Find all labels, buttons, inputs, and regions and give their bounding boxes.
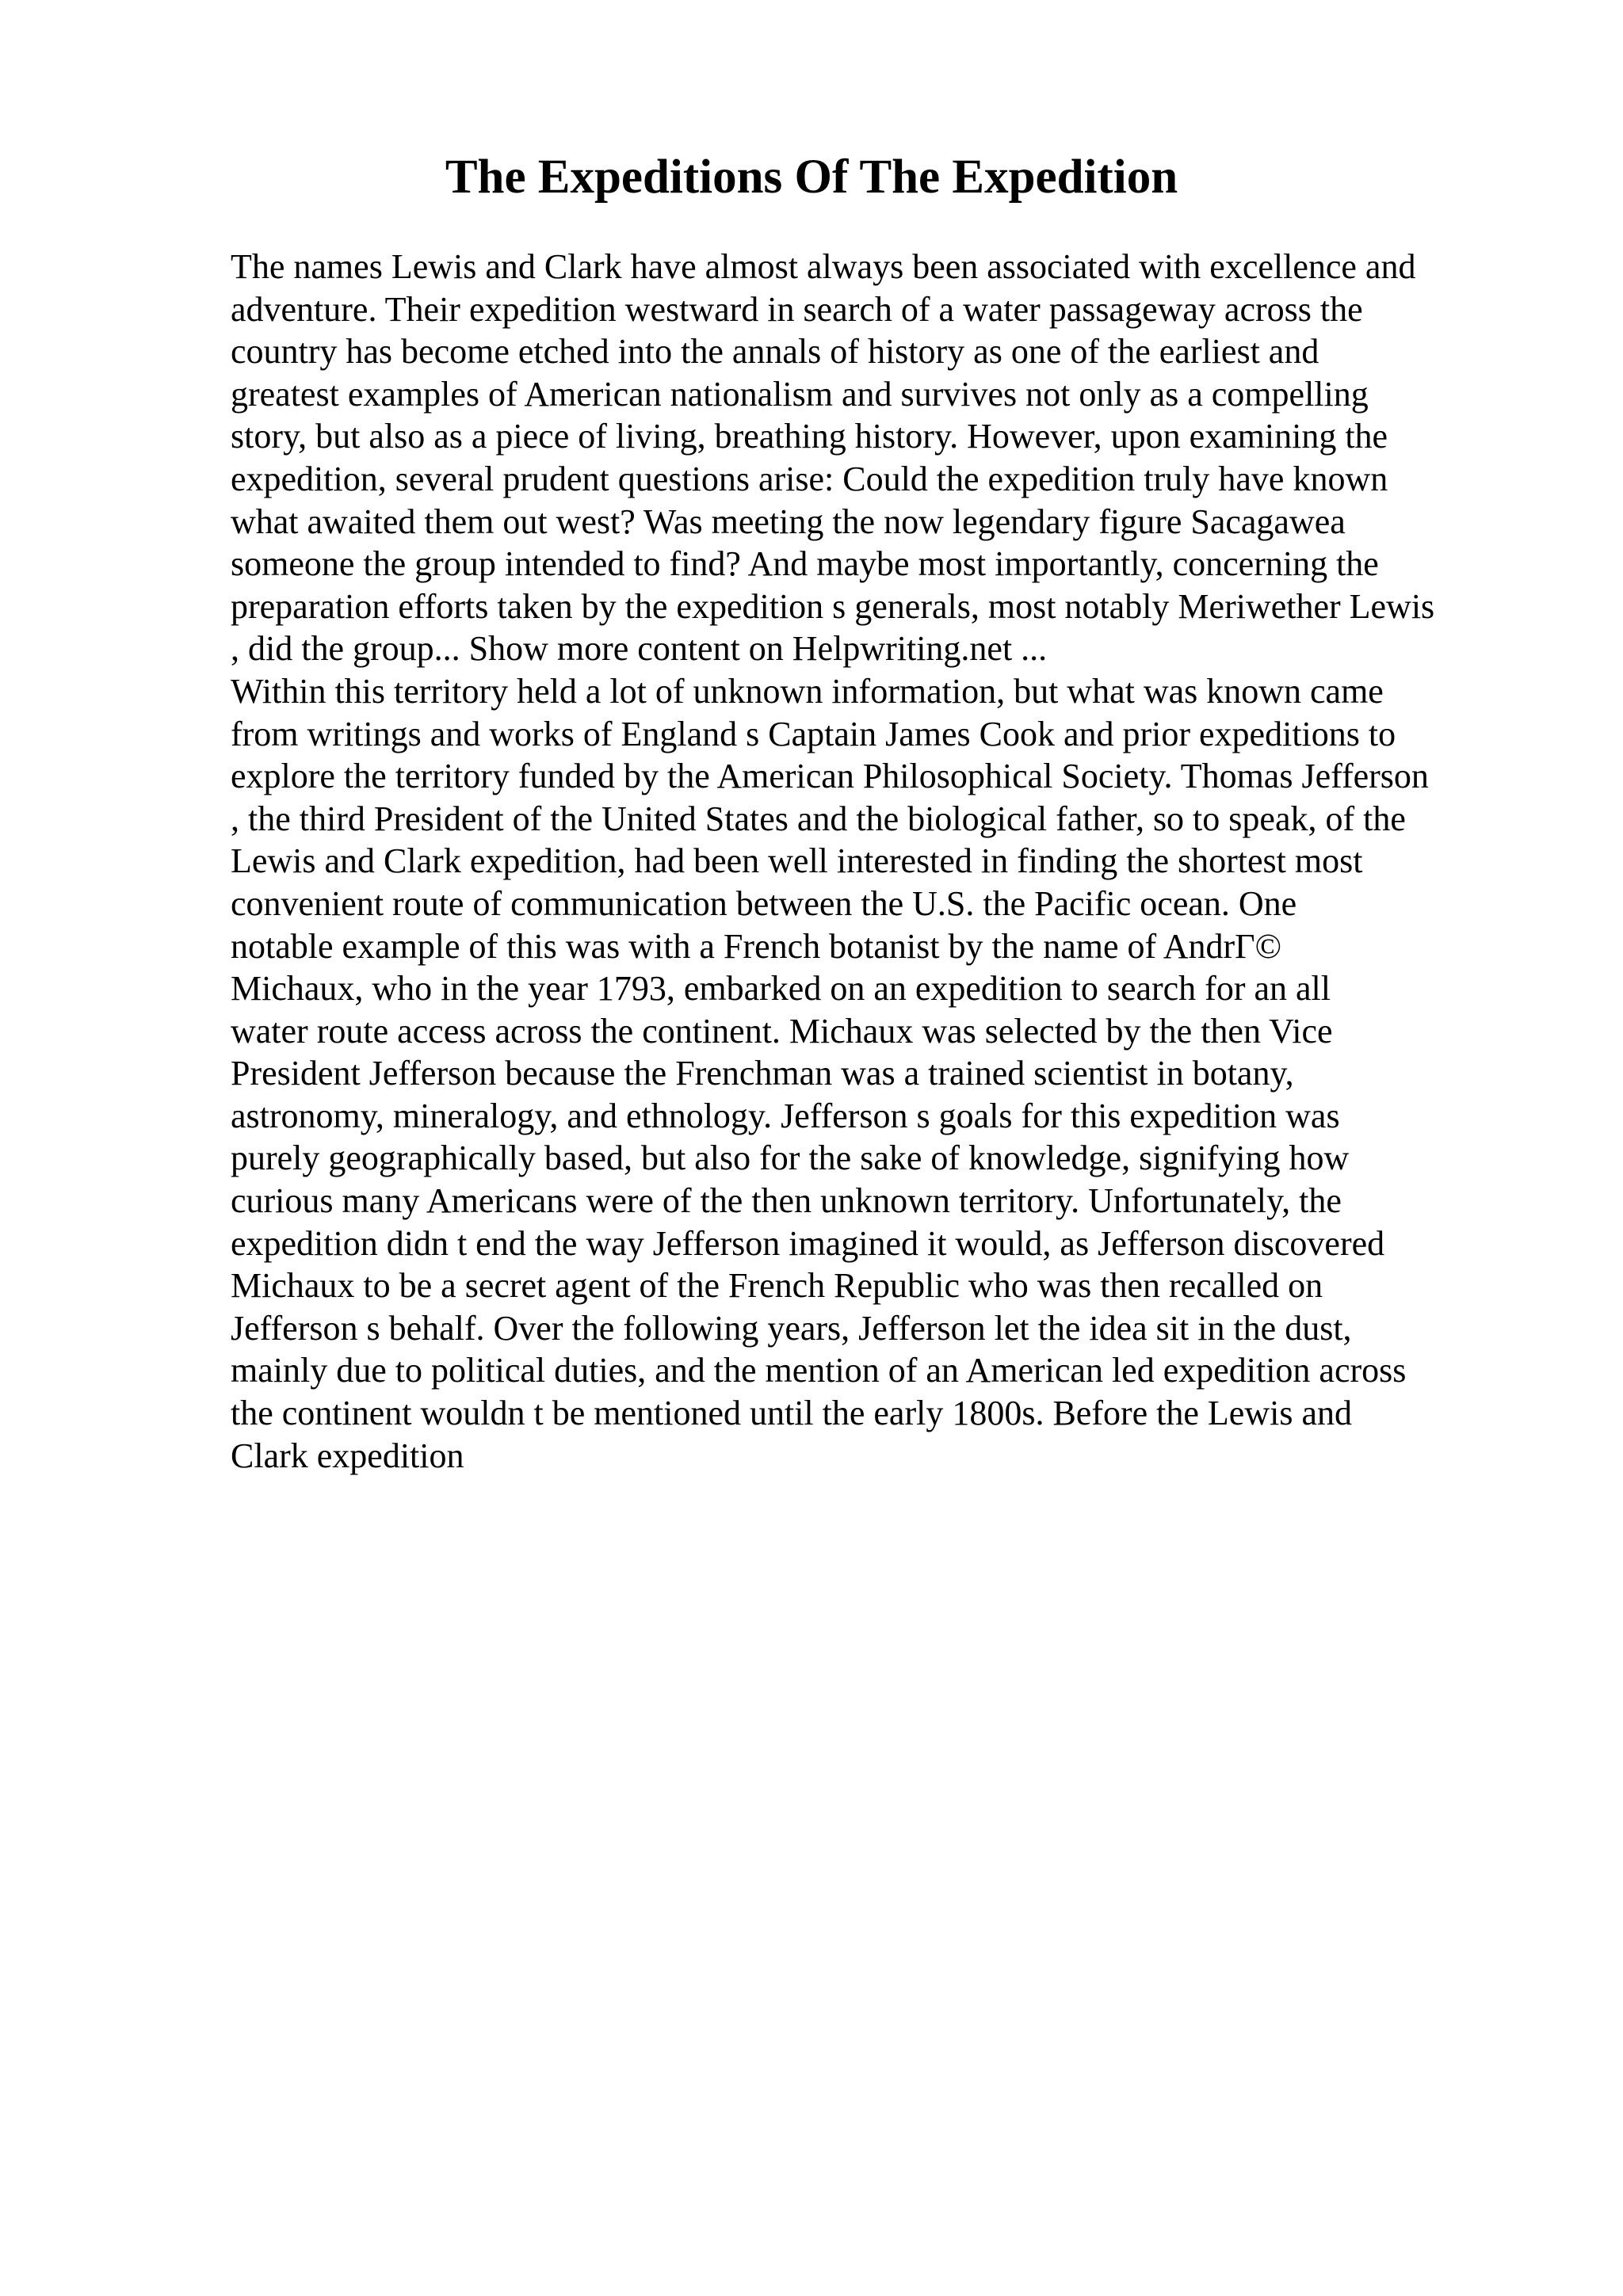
paragraph-line: preparation efforts taken by the expedition s generals, most notably Meriwether Lewis <box>231 586 1435 626</box>
paragraph-line: expedition didn t end the way Jefferson imagined it would, as Jefferson discovered <box>231 1223 1385 1263</box>
paragraph-line: greatest examples of American nationalism and survives not only as a compelling <box>231 374 1369 414</box>
paragraph-line: someone the group intended to find? And maybe most importantly, concerning the <box>231 544 1379 584</box>
paragraph-line: adventure. Their expedition westward in search of a water passageway across the <box>231 289 1363 329</box>
paragraph-line: the continent wouldn t be mentioned until the early 1800s. Before the Lewis and <box>231 1394 1352 1433</box>
paragraph-line: what awaited them out west? Was meeting the now legendary figure Sacagawea <box>231 502 1346 541</box>
paragraph-line: Jefferson s behalf. Over the following years, Jefferson let the idea sit in the dust, <box>231 1308 1352 1348</box>
paragraph-line: mainly due to political duties, and the mention of an American led expedition across <box>231 1351 1407 1390</box>
paragraph-line: Lewis and Clark expedition, had been well interested in finding the shortest most <box>231 841 1363 881</box>
paragraph-line: notable example of this was with a French botanist by the name of AndrГ© <box>231 926 1282 966</box>
document-body <box>231 246 1514 1477</box>
paragraph-line: , the third President of the United States and the biological father, so to speak, of the <box>231 799 1406 838</box>
paragraph-line: water route access across the continent. Michaux was selected by the then Vice <box>231 1011 1333 1051</box>
paragraph-1 <box>231 246 1514 670</box>
paragraph-line: astronomy, mineralogy, and ethnology. Jefferson s goals for this expedition was <box>231 1096 1340 1135</box>
paragraph-line: , did the group... Show more content on Helpwriting.net ... <box>231 629 1048 669</box>
paragraph-line: Clark expedition <box>231 1436 464 1475</box>
paragraph-line: Within this territory held a lot of unknown information, but what was known came <box>231 671 1384 711</box>
paragraph-line: country has become etched into the annals of history as one of the earliest and <box>231 332 1319 372</box>
paragraph-line: curious many Americans were of the then unknown territory. Unfortunately, the <box>231 1181 1342 1221</box>
paragraph-line: The names Lewis and Clark have almost always been associated with excellence and <box>231 247 1416 286</box>
paragraph-line: story, but also as a piece of living, breathing history. However, upon examining the <box>231 417 1388 456</box>
paragraph-line: purely geographically based, but also for the sake of knowledge, signifying how <box>231 1138 1350 1178</box>
paragraph-line: Michaux to be a secret agent of the French Republic who was then recalled on <box>231 1266 1323 1306</box>
paragraph-line: Michaux, who in the year 1793, embarked on an expedition to search for an all <box>231 969 1331 1009</box>
paragraph-line: convenient route of communication between the U.S. the Pacific ocean. One <box>231 883 1297 923</box>
paragraph-line: explore the territory funded by the American Philosophical Society. Thomas Jefferson <box>231 757 1429 796</box>
document-title: The Expeditions Of The Expedition <box>445 151 1178 204</box>
paragraph-line: from writings and works of England s Captain James Cook and prior expeditions to <box>231 714 1396 753</box>
paragraph-2 <box>231 670 1514 1477</box>
paragraph-line: President Jefferson because the Frenchman was a trained scientist in botany, <box>231 1054 1294 1093</box>
paragraph-line: expedition, several prudent questions arise: Could the expedition truly have known <box>231 459 1388 498</box>
